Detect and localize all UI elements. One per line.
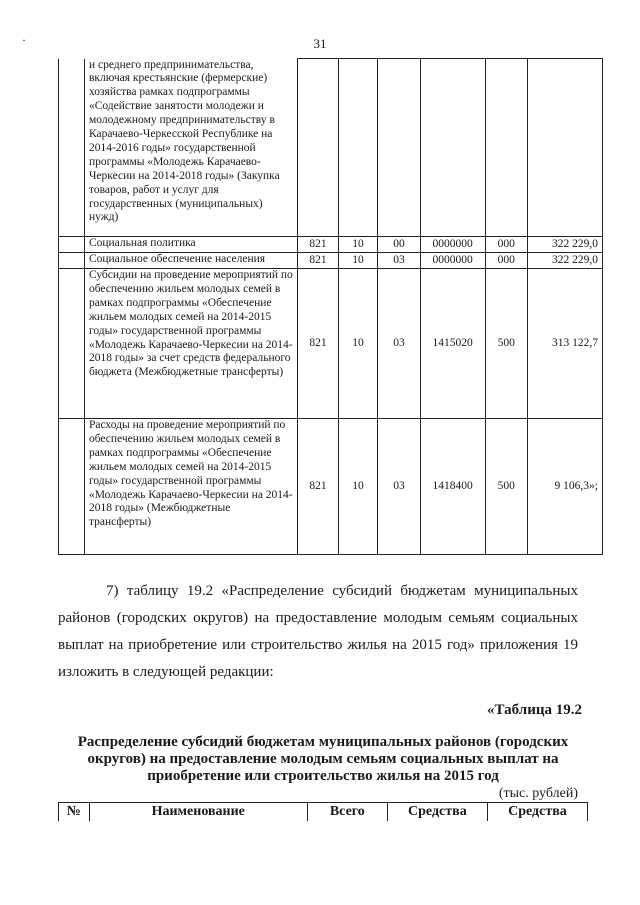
row-sum: 9 106,3»; [527,419,602,555]
row-sum: 322 229,0 [527,237,602,253]
table-row [59,237,603,253]
row-pr: 03 [378,419,420,555]
table-row [59,59,603,237]
row-sum [527,59,602,237]
row-sum: 322 229,0 [527,253,602,269]
row-vr: 000 [485,253,527,269]
row-csr: 0000000 [420,237,485,253]
row-pr [378,59,420,237]
table-title: Распределение субсидий бюджетам муниципальных районов (городских округов) на предоставление молодым семьям социальных выплат на приобретение или строительство жилья на 2015 год [77,734,569,784]
row-rz [338,59,378,237]
row-pr: 00 [378,237,420,253]
table-row [59,253,603,269]
amendment-paragraph: 7) таблицу 19.2 «Распределение субсидий бюджетам муниципальных районов (городских округов) на предоставление молодым семьям социальных выплат на приобретение или строительство жилья на 2015 год» приложения 19 изложить в следующей редакции: [58,583,578,680]
row-csr [420,59,485,237]
row-name: и среднего предпринимательства, включая крестьянские (фермерские) хозяйства рамках подпрограммы «Содействие занятости молодежи и молодежному предпринимательству в Карачаево-Черкесской Республике на 2014-2016 годы» государственной программы «Молодежь Карачаево-Черкесии на 2014-2018 годы» (Закупка товаров, работ и услуг для государственных (муниципальных) нужд) [84,59,297,237]
row-rz: 10 [338,269,378,419]
row-vr: 500 [485,419,527,555]
col-header-number: № [59,803,90,822]
table-label: «Таблица 19.2 [487,702,582,718]
header-row [59,803,588,822]
row-name: Расходы на проведение мероприятий по обеспечению жильем молодых семей в рамках подпрограммы «Обеспечение жильем молодых семей на 2014-2015 годы» государственной программы «Молодежь Карачаево-Черкесии на 2014-2018 годы» (Межбюджетные трансферты) [84,419,297,555]
table-row [59,269,603,419]
row-pr: 03 [378,269,420,419]
row-csr: 1418400 [420,419,485,555]
row-sum: 313 122,7 [527,269,602,419]
row-vr [485,59,527,237]
row-name: Социальное обеспечение населения [84,253,297,269]
row-rz: 10 [338,237,378,253]
col-header-name: Наименование [89,803,307,822]
budget-table [58,58,603,555]
units-label: (тыс. рублей) [498,786,578,801]
row-vr: 000 [485,237,527,253]
col-header-funds-2: Средства [487,803,587,822]
page-number: 31 [313,36,327,51]
row-rz: 10 [338,419,378,555]
row-csr: 1415020 [420,269,485,419]
col-header-funds-1: Средства [387,803,487,822]
row-grbs: 821 [298,237,338,253]
col-header-total: Всего [307,803,387,822]
row-grbs: 821 [298,419,338,555]
row-grbs [298,59,338,237]
row-pr: 03 [378,253,420,269]
row-grbs: 821 [298,269,338,419]
subsidy-table-header [58,802,588,821]
row-rz: 10 [338,253,378,269]
scan-mark: · [22,33,26,47]
row-grbs: 821 [298,253,338,269]
row-csr: 0000000 [420,253,485,269]
row-vr: 500 [485,269,527,419]
table-row [59,419,603,555]
row-name: Социальная политика [84,237,297,253]
row-name: Субсидии на проведение мероприятий по обеспечению жильем молодых семей в рамках подпрограммы «Обеспечение жильем молодых семей на 2014-2015 годы» государственной программы «Молодежь Карачаево-Черкесии на 2014-2018 годы» за счет средств федерального бюджета (Межбюджетные трансферты) [84,269,297,419]
